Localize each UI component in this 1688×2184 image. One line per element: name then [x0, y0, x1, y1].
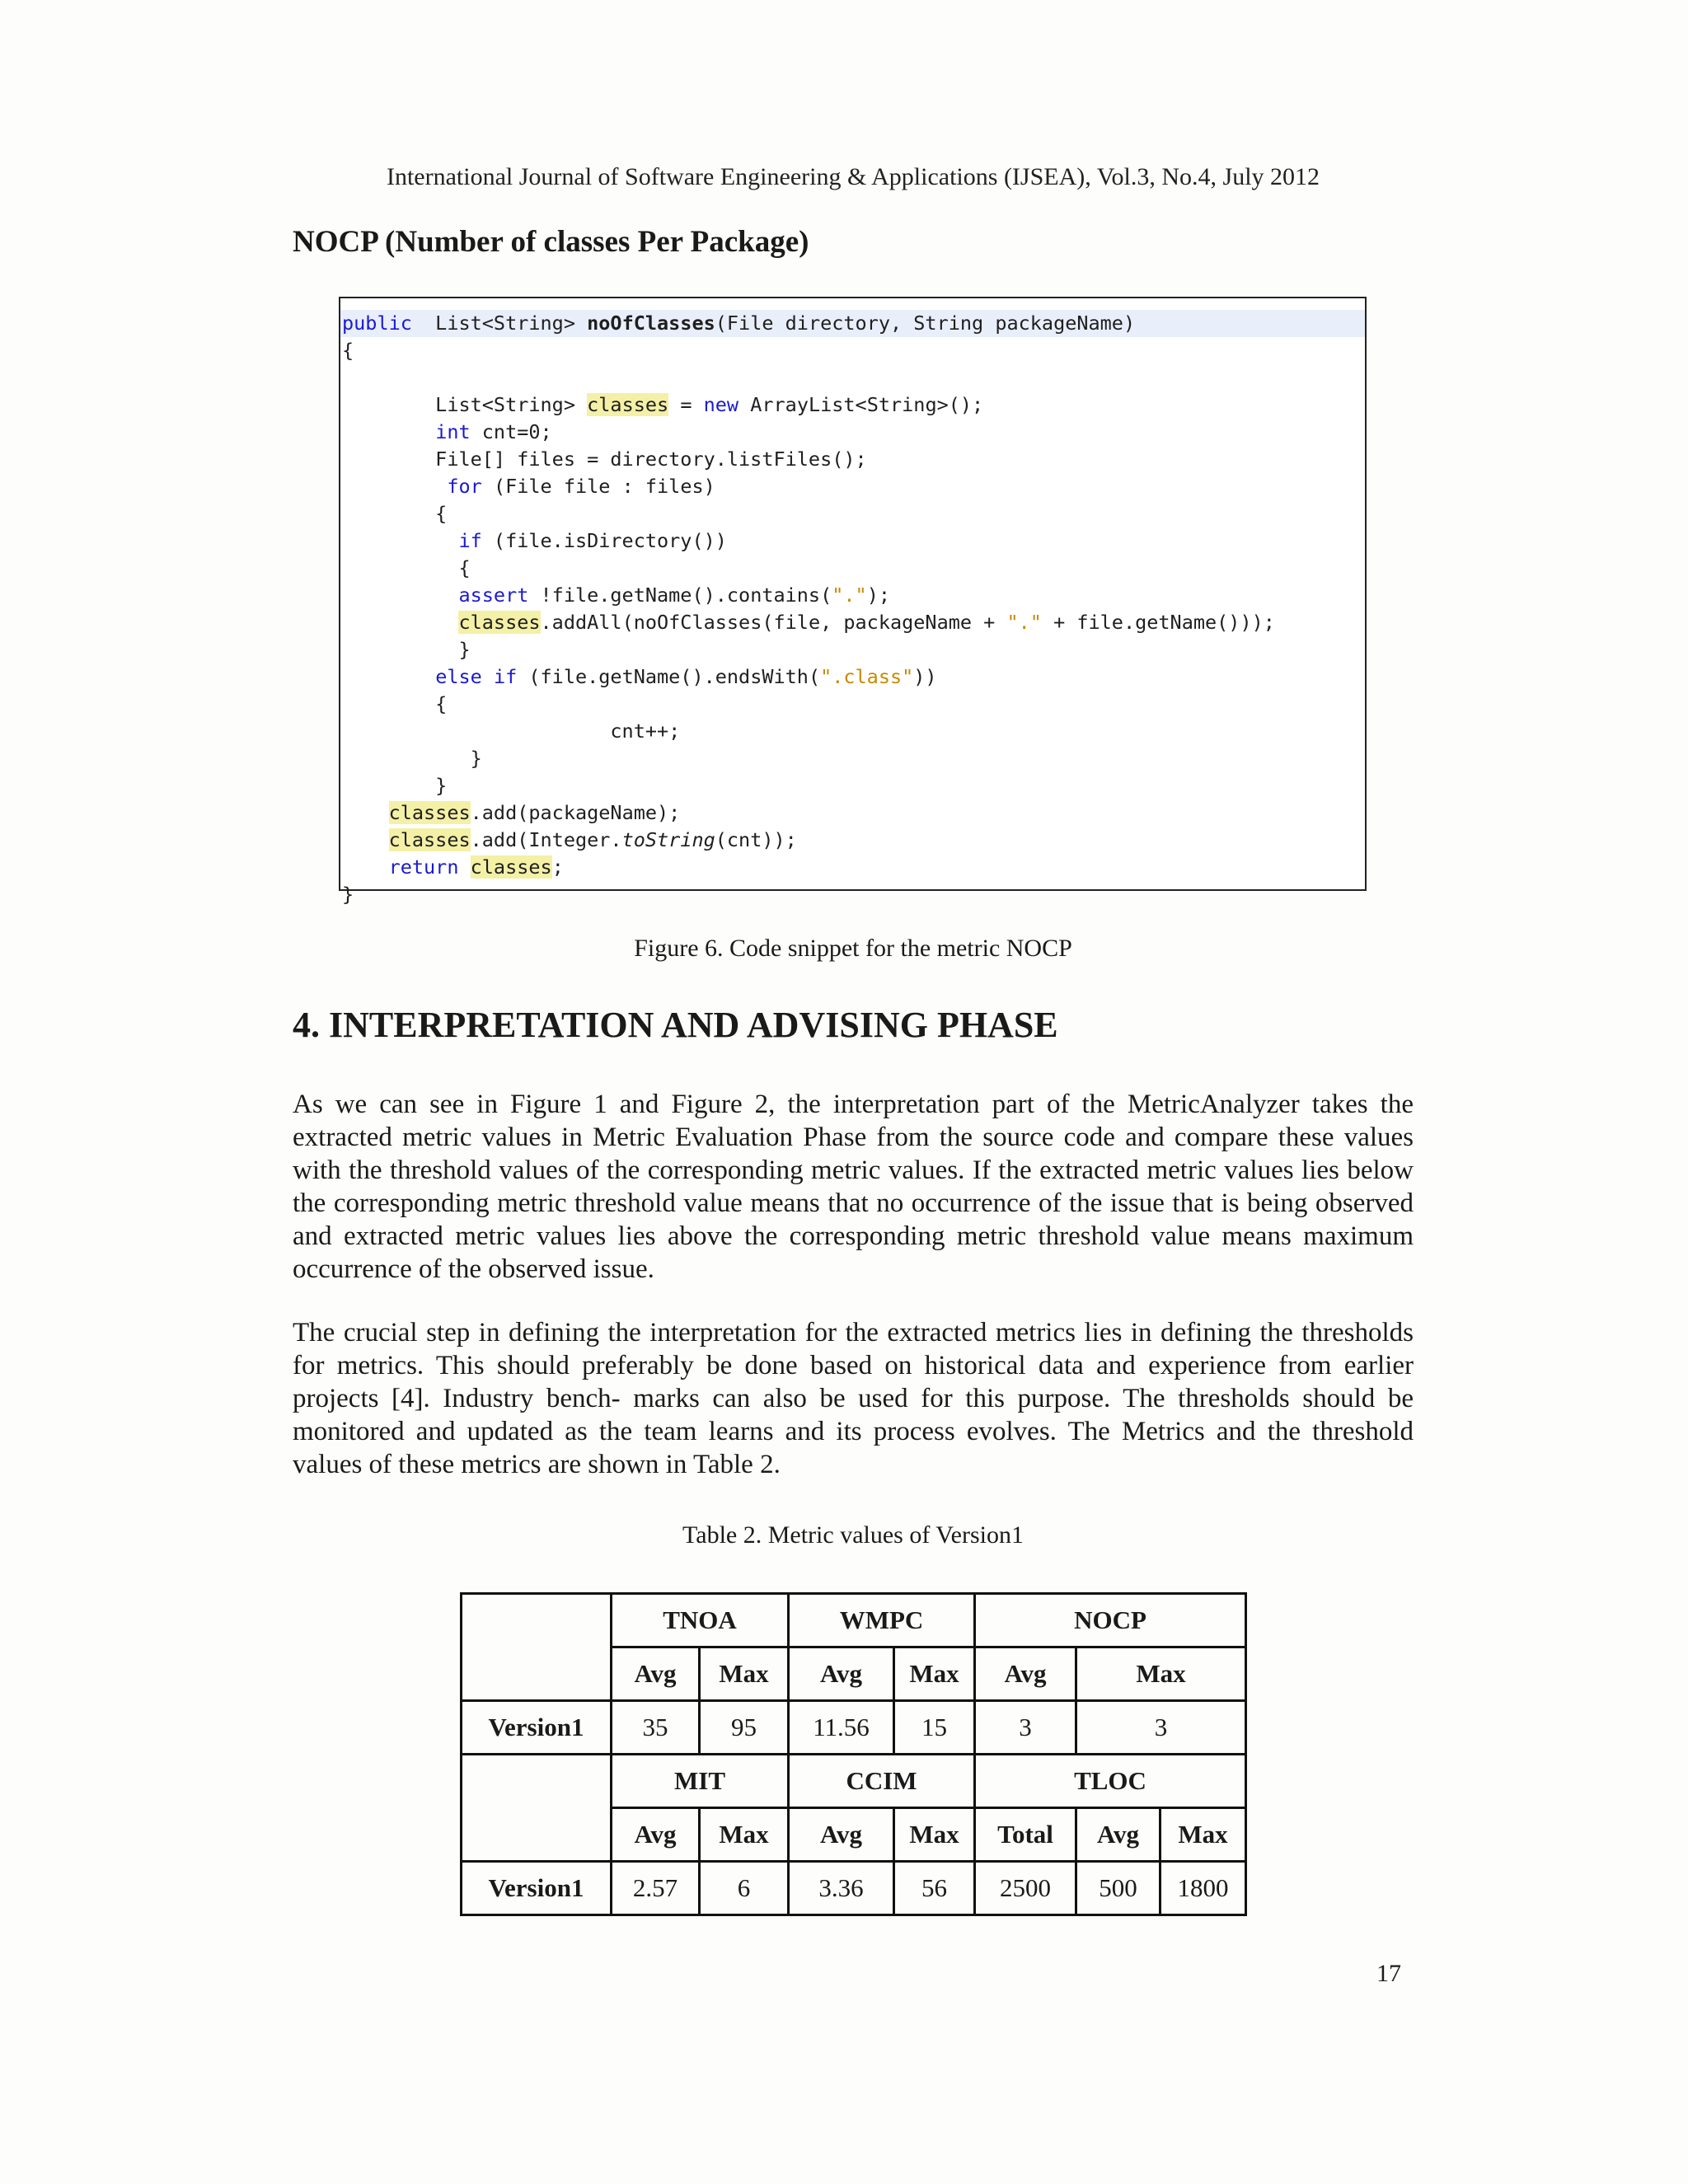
table-header-tloc: TLOC	[975, 1755, 1246, 1808]
table-cell: 500	[1076, 1862, 1160, 1915]
table-header-ccim: CCIM	[789, 1755, 975, 1808]
table-subheader: Avg	[1076, 1808, 1160, 1862]
paragraph-1: As we can see in Figure 1 and Figure 2, the interpretation part of the MetricAnalyzer takes the extracted metric values in Metric Evaluation Phase from the source code and compare these values with the threshold values of the corresponding metric values. If the extracted metric values lies below the corresponding metric threshold value means that no occurrence of the issue that is being observed and extracted metric values lies above the corresponding metric threshold value means maximum occurrence of the observed issue.	[293, 1090, 1414, 1284]
table-cell: 6	[700, 1862, 789, 1915]
code-line: public List<String> noOfClasses(File directory, String packageName)	[340, 310, 1365, 337]
table-cell: 1800	[1160, 1862, 1246, 1915]
table-header-wmpc: WMPC	[789, 1594, 975, 1647]
table-subheader: Max	[1076, 1647, 1246, 1701]
table-cell: 11.56	[789, 1701, 894, 1755]
code-line: {	[342, 502, 448, 525]
table-subheader: Avg	[789, 1647, 894, 1701]
table-header-mit: MIT	[612, 1755, 789, 1808]
table-cell: 15	[894, 1701, 975, 1755]
paragraph-2: The crucial step in defining the interpretation for the extracted metrics lies in defining the thresholds for metrics. This should preferably be done based on historical data and experience from earlier projects [4]. Industry bench- marks can also be used for this purpose. The thresholds should be monitored and updated as the team learns and its process evolves. The Metrics and the threshold values of these metrics are shown in Table 2.	[293, 1318, 1414, 1479]
metrics-table	[460, 1592, 1247, 1916]
code-line: classes.add(Integer.toString(cnt));	[388, 828, 797, 851]
table-subheader: Max	[700, 1647, 789, 1701]
table-cell: 2500	[975, 1862, 1076, 1915]
code-line: assert !file.getName().contains(".");	[458, 583, 890, 607]
table-subheader: Max	[1160, 1808, 1246, 1862]
section-heading: 4. INTERPRETATION AND ADVISING PHASE	[293, 1005, 1058, 1045]
code-line: if (file.isDirectory())	[458, 529, 727, 552]
code-line: }	[342, 747, 482, 770]
code-line: {	[342, 556, 471, 579]
code-line: cnt++;	[342, 719, 681, 743]
table-cell: 95	[700, 1701, 789, 1755]
figure-caption: Figure 6. Code snippet for the metric NOCP	[634, 935, 1072, 962]
table-cell-empty	[462, 1594, 612, 1701]
code-line: {	[342, 339, 354, 362]
table-cell-empty	[462, 1755, 612, 1862]
table-subheader: Avg	[612, 1647, 700, 1701]
table-cell: 35	[612, 1701, 700, 1755]
table-cell: 56	[894, 1862, 975, 1915]
table-row	[462, 1755, 1246, 1808]
code-line: return classes;	[388, 855, 564, 879]
table-subheader: Max	[894, 1808, 975, 1862]
code-line: List<String> classes = new ArrayList<String>();	[342, 393, 984, 416]
table-cell: 3	[975, 1701, 1076, 1755]
table-row	[462, 1862, 1246, 1915]
table-cell: 2.57	[612, 1862, 700, 1915]
code-line: }	[342, 638, 471, 661]
journal-header: International Journal of Software Engineering & Applications (IJSEA), Vol.3, No.4, July 2012	[386, 163, 1320, 190]
table-row-label: Version1	[462, 1701, 612, 1755]
code-snippet-figure	[339, 297, 1367, 906]
table-cell: 3	[1076, 1701, 1246, 1755]
subsection-title: NOCP (Number of classes Per Package)	[293, 225, 809, 259]
code-line: classes.addAll(noOfClasses(file, packageName + "." + file.getName()));	[458, 611, 1275, 634]
code-listing	[340, 298, 1365, 908]
code-line	[340, 364, 1365, 391]
code-line: for (File file : files)	[447, 475, 715, 498]
page-number: 17	[1376, 1960, 1401, 1987]
table-row	[462, 1594, 1246, 1647]
table-subheader: Avg	[789, 1808, 894, 1862]
code-line: else if (file.getName().endsWith(".class"))	[435, 665, 937, 688]
code-line: }	[342, 883, 354, 906]
table-subheader: Avg	[612, 1808, 700, 1862]
table-subheader: Max	[894, 1647, 975, 1701]
table-header-tnoa: TNOA	[612, 1594, 789, 1647]
table-subheader: Total	[975, 1808, 1076, 1862]
table-header-nocp: NOCP	[975, 1594, 1246, 1647]
table-caption: Table 2. Metric values of Version1	[682, 1521, 1024, 1549]
table-subheader: Avg	[975, 1647, 1076, 1701]
code-line: int cnt=0;	[435, 420, 552, 443]
code-line: {	[342, 692, 448, 715]
code-line: classes.add(packageName);	[388, 801, 681, 824]
code-line: File[] files = directory.listFiles();	[342, 448, 867, 471]
table-cell: 3.36	[789, 1862, 894, 1915]
table-subheader: Max	[700, 1808, 789, 1862]
table-row	[462, 1701, 1246, 1755]
code-line: }	[342, 774, 448, 797]
table-row-label: Version1	[462, 1862, 612, 1915]
